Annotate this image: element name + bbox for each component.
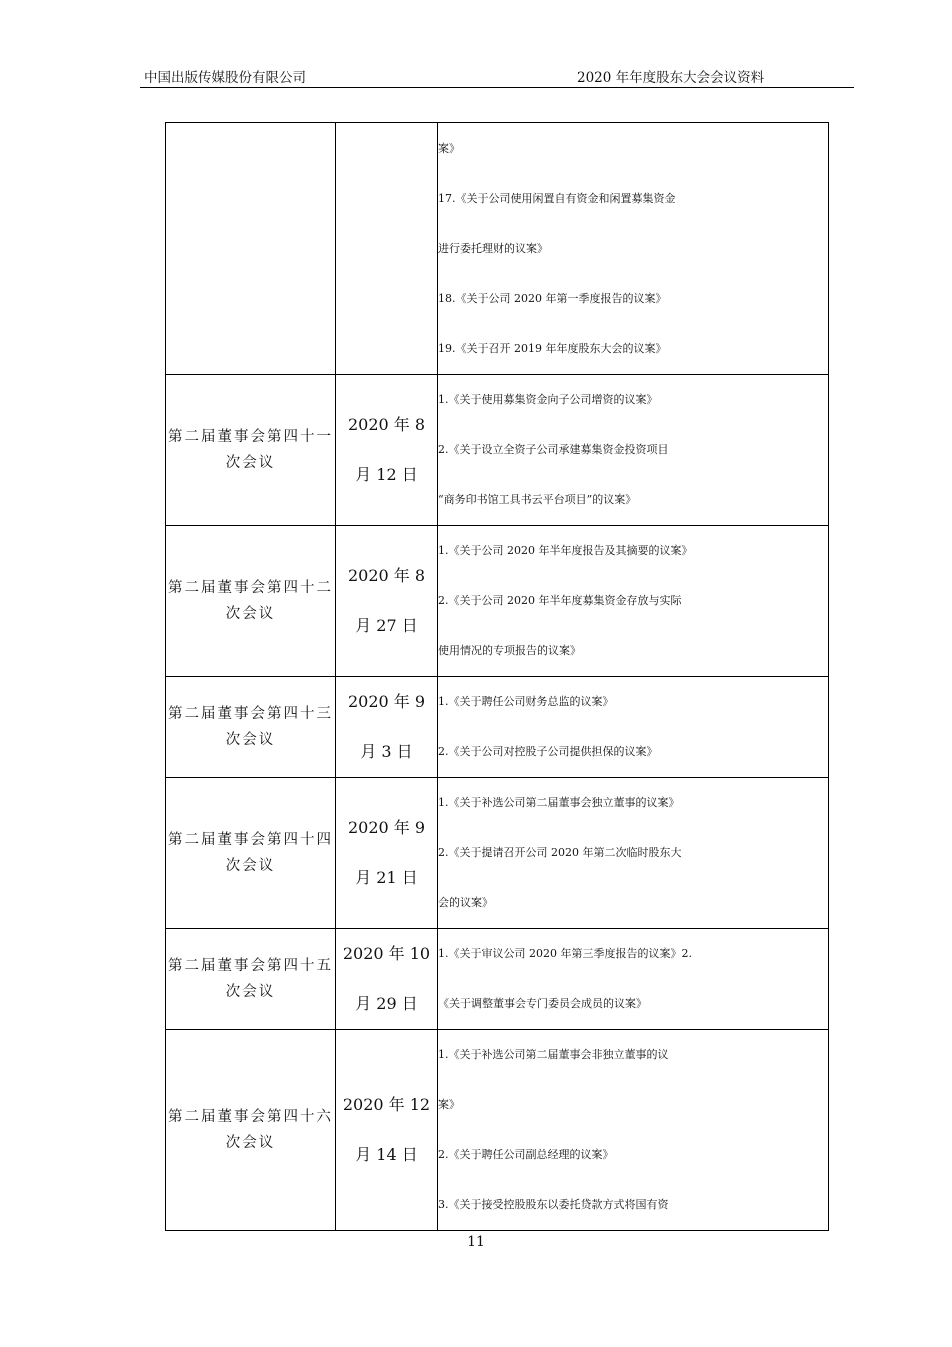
meeting-date-cell	[336, 1030, 438, 1231]
table-row	[166, 375, 829, 526]
meeting-date-cell	[336, 375, 438, 526]
resolution-line: 19.《关于召开 2019 年年度股东大会的议案》	[438, 341, 667, 355]
meeting-date-cell	[336, 677, 438, 778]
meeting-date-line: 2020 年 12	[342, 1095, 431, 1114]
resolution-line: 案》	[438, 141, 460, 155]
meeting-date-cell	[336, 778, 438, 929]
resolution-line: 会的议案》	[438, 896, 493, 909]
meeting-date-line: 月 12 日	[355, 465, 418, 484]
table-row	[166, 778, 829, 929]
resolution-line: 1.《关于公司 2020 年半年度报告及其摘要的议案》	[438, 544, 693, 557]
table-row	[166, 123, 829, 375]
resolution-line: 《关于调整董事会专门委员会成员的议案》	[438, 997, 647, 1010]
resolutions-cell	[438, 929, 829, 1030]
resolution-line: 18.《关于公司 2020 年第一季度报告的议案》	[438, 291, 667, 305]
resolution-line: 2.《关于公司 2020 年半年度募集资金存放与实际	[438, 594, 682, 607]
resolution-line: “商务印书馆工具书云平台项目”的议案》	[438, 493, 637, 506]
meeting-date-line: 月 27 日	[355, 616, 418, 635]
resolution-line: 1.《关于补选公司第二届董事会独立董事的议案》	[438, 796, 680, 809]
meeting-date-line: 2020 年 10	[342, 944, 431, 963]
table-row	[166, 677, 829, 778]
meeting-date-line: 月 29 日	[355, 994, 418, 1013]
resolutions-cell	[438, 123, 829, 375]
meeting-date-line: 月 3 日	[360, 742, 413, 761]
table-row	[166, 526, 829, 677]
resolution-line: 2.《关于聘任公司副总经理的议案》	[438, 1148, 614, 1161]
meeting-date-line: 2020 年 8	[347, 415, 426, 434]
meeting-date-line: 2020 年 9	[347, 818, 426, 837]
meeting-name-cell: 第二届董事会第四十三次会议	[166, 677, 336, 778]
meeting-name-cell: 第二届董事会第四十二次会议	[166, 526, 336, 677]
resolution-line: 2.《关于提请召开公司 2020 年第二次临时股东大	[438, 846, 682, 859]
resolutions-cell	[438, 375, 829, 526]
resolution-line: 1.《关于聘任公司财务总监的议案》	[438, 695, 614, 708]
meeting-date-cell	[336, 929, 438, 1030]
resolution-line: 案》	[438, 1098, 460, 1111]
meeting-date-line: 2020 年 9	[347, 692, 426, 711]
header-doc-title: 2020 年年度股东大会会议资料	[577, 70, 765, 86]
resolution-line: 3.《关于接受控股股东以委托贷款方式将国有资	[438, 1198, 669, 1211]
meeting-name-cell: 第二届董事会第四十一次会议	[166, 375, 336, 526]
header-company: 中国出版传媒股份有限公司	[144, 70, 306, 86]
meeting-date-cell	[336, 526, 438, 677]
meeting-name-cell: 第二届董事会第四十四次会议	[166, 778, 336, 929]
meeting-date-line: 月 21 日	[355, 868, 418, 887]
meeting-name-cell	[166, 123, 336, 375]
resolution-line: 17.《关于公司使用闲置自有资金和闲置募集资金	[438, 191, 676, 205]
meeting-name-cell: 第二届董事会第四十五次会议	[166, 929, 336, 1030]
meeting-name-cell: 第二届董事会第四十六次会议	[166, 1030, 336, 1231]
resolutions-cell	[438, 526, 829, 677]
header-rule	[140, 87, 854, 88]
resolution-line: 使用情况的专项报告的议案》	[438, 644, 581, 657]
resolution-line: 1.《关于使用募集资金向子公司增资的议案》	[438, 393, 658, 406]
meeting-date-line: 2020 年 8	[347, 566, 426, 585]
resolution-line: 1.《关于审议公司 2020 年第三季度报告的议案》2.	[438, 947, 692, 960]
resolution-line: 进行委托理财的议案》	[438, 241, 548, 255]
resolution-line: 1.《关于补选公司第二届董事会非独立董事的议	[438, 1048, 669, 1061]
resolutions-cell	[438, 677, 829, 778]
resolution-line: 2.《关于公司对控股子公司提供担保的议案》	[438, 745, 658, 758]
resolutions-cell	[438, 778, 829, 929]
table-row	[166, 929, 829, 1030]
resolutions-cell	[438, 1030, 829, 1231]
table-row	[166, 1030, 829, 1231]
resolution-line: 2.《关于设立全资子公司承建募集资金投资项目	[438, 443, 669, 456]
board-meetings-table	[165, 122, 829, 1231]
page-number: 11	[467, 1234, 485, 1250]
meeting-date-line: 月 14 日	[355, 1145, 418, 1164]
meeting-date-cell	[336, 123, 438, 375]
